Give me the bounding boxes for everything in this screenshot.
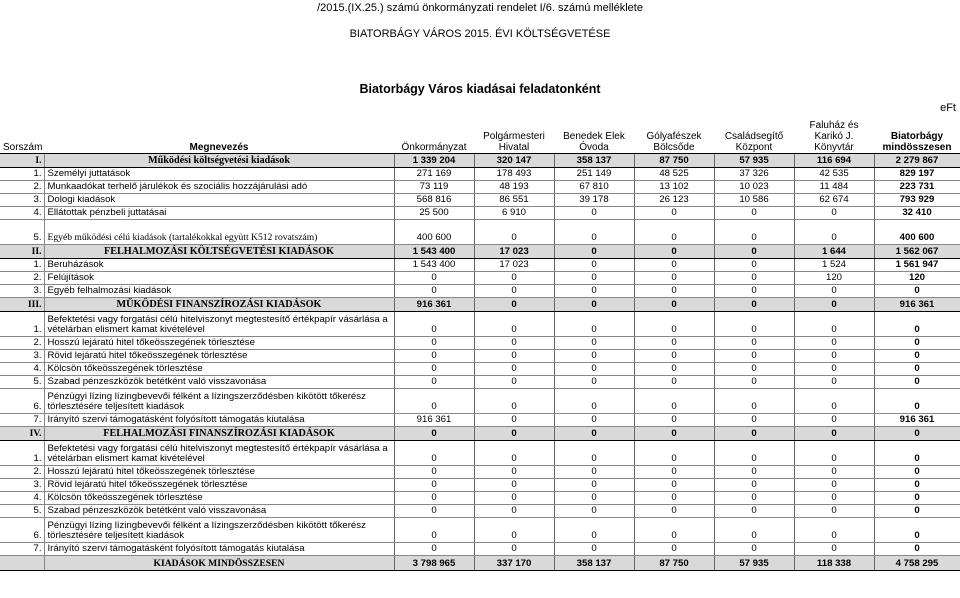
value-cell: 37 326	[714, 167, 794, 180]
value-cell: 0	[714, 219, 794, 244]
table-row	[0, 375, 960, 388]
value-cell: 3 798 965	[394, 555, 474, 570]
header-col-polgarmesteri-hivatal: Polgármesteri Hivatal	[474, 112, 554, 153]
value-cell: 0	[714, 375, 794, 388]
value-cell: 0	[634, 336, 714, 349]
value-cell: 0	[714, 491, 794, 504]
value-cell: 17 023	[474, 258, 554, 271]
value-cell: 0	[794, 336, 874, 349]
row-number: 3.	[0, 284, 44, 297]
value-cell: 10 586	[714, 193, 794, 206]
value-cell: 0	[874, 388, 960, 413]
budget-title: BIATORBÁGY VÁROS 2015. ÉVI KÖLTSÉGVETÉSE	[349, 28, 611, 40]
row-number: II.	[0, 244, 44, 258]
row-label: Pénzügyi lízing lízingbevevői félként a lízingszerződésben kikötött tőkerész törlesztésére teljesített kiadások	[44, 388, 394, 413]
value-cell: 1 561 947	[874, 258, 960, 271]
value-cell: 0	[554, 284, 634, 297]
row-label: Szabad pénzeszközök betétként való visszavonása	[44, 504, 394, 517]
row-number: 4.	[0, 362, 44, 375]
value-cell: 0	[714, 465, 794, 478]
value-cell: 73 119	[394, 180, 474, 193]
row-number: IV.	[0, 426, 44, 440]
row-number: 1.	[0, 258, 44, 271]
value-cell: 120	[874, 271, 960, 284]
value-cell: 0	[634, 426, 714, 440]
value-cell: 568 816	[394, 193, 474, 206]
value-cell: 0	[474, 388, 554, 413]
value-cell: 0	[714, 362, 794, 375]
value-cell: 1 644	[794, 244, 874, 258]
value-cell: 39 178	[554, 193, 634, 206]
header-col-faluhaz-konyvtar: Faluház és Karikó J. Könyvtár	[794, 112, 874, 153]
table-row	[0, 388, 960, 413]
table-row	[0, 517, 960, 542]
row-label: Hosszú lejáratú hitel tőkeösszegének törlesztése	[44, 465, 394, 478]
value-cell: 0	[554, 362, 634, 375]
row-label: Személyi juttatások	[44, 167, 394, 180]
value-cell: 0	[474, 517, 554, 542]
header-col-benedek-elek-ovoda: Benedek Elek Óvoda	[554, 112, 634, 153]
row-label: Dologi kiadások	[44, 193, 394, 206]
row-number: 2.	[0, 336, 44, 349]
value-cell: 916 361	[394, 297, 474, 311]
value-cell: 0	[474, 284, 554, 297]
value-cell: 0	[634, 284, 714, 297]
value-cell: 223 731	[874, 180, 960, 193]
row-label: MŰKÖDÉSI FINANSZÍROZÁSI KIADÁSOK	[44, 297, 394, 311]
value-cell: 0	[554, 258, 634, 271]
value-cell: 2 279 867	[874, 153, 960, 167]
table-row	[0, 258, 960, 271]
value-cell: 0	[554, 542, 634, 555]
value-cell: 0	[474, 362, 554, 375]
value-cell: 0	[554, 375, 634, 388]
value-cell: 0	[634, 206, 714, 219]
value-cell: 0	[714, 440, 794, 465]
value-cell: 0	[394, 284, 474, 297]
total-row	[0, 555, 960, 570]
row-label: Kölcsön tőkeösszegének törlesztése	[44, 491, 394, 504]
value-cell: 0	[794, 349, 874, 362]
value-cell: 0	[714, 311, 794, 336]
row-label: Beruházások	[44, 258, 394, 271]
value-cell: 0	[714, 388, 794, 413]
row-label: Egyéb működési célú kiadások (tartalékokkal együtt K512 rovatszám)	[44, 219, 394, 244]
value-cell: 0	[874, 311, 960, 336]
row-label: Irányító szervi támogatásként folyósított támogatás kiutalása	[44, 413, 394, 426]
table-row	[0, 349, 960, 362]
value-cell: 116 694	[794, 153, 874, 167]
value-cell: 916 361	[874, 413, 960, 426]
value-cell: 916 361	[394, 413, 474, 426]
value-cell: 358 137	[554, 555, 634, 570]
table-row	[0, 311, 960, 336]
value-cell: 251 149	[554, 167, 634, 180]
value-cell: 0	[634, 517, 714, 542]
value-cell: 0	[714, 504, 794, 517]
value-cell: 0	[794, 491, 874, 504]
unit-label: eFt	[940, 102, 956, 114]
value-cell: 793 929	[874, 193, 960, 206]
value-cell: 0	[634, 219, 714, 244]
value-cell: 0	[714, 349, 794, 362]
value-cell: 0	[794, 297, 874, 311]
value-cell: 400 600	[874, 219, 960, 244]
row-number	[0, 555, 44, 570]
header-col-onkormanyzat: Önkormányzat	[394, 112, 474, 153]
row-number: 7.	[0, 542, 44, 555]
table-row	[0, 478, 960, 491]
value-cell: 0	[874, 465, 960, 478]
value-cell: 0	[474, 271, 554, 284]
table-row	[0, 206, 960, 219]
value-cell: 0	[554, 244, 634, 258]
expenditure-table	[0, 112, 960, 571]
value-cell: 0	[394, 375, 474, 388]
value-cell: 0	[394, 388, 474, 413]
row-number: 1.	[0, 440, 44, 465]
value-cell: 0	[394, 336, 474, 349]
table-row	[0, 542, 960, 555]
section-row	[0, 297, 960, 311]
decree-reference: /2015.(IX.25.) számú önkormányzati rendelet I/6. számú melléklete	[317, 2, 643, 14]
value-cell: 87 750	[634, 555, 714, 570]
value-cell: 0	[474, 311, 554, 336]
table-row	[0, 180, 960, 193]
value-cell: 0	[394, 478, 474, 491]
value-cell: 0	[474, 336, 554, 349]
value-cell: 0	[394, 542, 474, 555]
value-cell: 0	[474, 478, 554, 491]
value-cell: 0	[794, 542, 874, 555]
value-cell: 0	[794, 388, 874, 413]
value-cell: 0	[554, 440, 634, 465]
value-cell: 0	[634, 491, 714, 504]
row-label: Hosszú lejáratú hitel tőkeösszegének törlesztése	[44, 336, 394, 349]
row-label: Rövid lejáratú hitel tőkeösszegének törlesztése	[44, 349, 394, 362]
value-cell: 0	[634, 349, 714, 362]
value-cell: 17 023	[474, 244, 554, 258]
value-cell: 0	[714, 517, 794, 542]
row-label: Szabad pénzeszközök betétként való visszavonása	[44, 375, 394, 388]
table-row	[0, 413, 960, 426]
row-number: 6.	[0, 517, 44, 542]
table-row	[0, 271, 960, 284]
value-cell: 400 600	[394, 219, 474, 244]
value-cell: 0	[874, 542, 960, 555]
value-cell: 0	[474, 542, 554, 555]
value-cell: 0	[714, 258, 794, 271]
value-cell: 0	[634, 311, 714, 336]
row-label: FELHALMOZÁSI KÖLTSÉGVETÉSI KIADÁSOK	[44, 244, 394, 258]
table-row	[0, 440, 960, 465]
value-cell: 0	[794, 284, 874, 297]
value-cell: 1 562 067	[874, 244, 960, 258]
value-cell: 178 493	[474, 167, 554, 180]
value-cell: 0	[794, 440, 874, 465]
value-cell: 0	[874, 375, 960, 388]
value-cell: 67 810	[554, 180, 634, 193]
value-cell: 0	[394, 504, 474, 517]
row-label: Egyéb felhalmozási kiadások	[44, 284, 394, 297]
value-cell: 0	[554, 271, 634, 284]
value-cell: 0	[794, 362, 874, 375]
value-cell: 118 338	[794, 555, 874, 570]
value-cell: 0	[634, 244, 714, 258]
value-cell: 0	[714, 426, 794, 440]
header-col-golyafeszek-bolcsode: Gólyafészek Bölcsőde	[634, 112, 714, 153]
row-number: 7.	[0, 413, 44, 426]
value-cell: 0	[874, 284, 960, 297]
value-cell: 0	[634, 542, 714, 555]
value-cell: 13 102	[634, 180, 714, 193]
value-cell: 0	[634, 362, 714, 375]
value-cell: 0	[634, 413, 714, 426]
row-number: 5.	[0, 219, 44, 244]
row-number: 3.	[0, 478, 44, 491]
value-cell: 0	[714, 244, 794, 258]
value-cell: 0	[474, 465, 554, 478]
value-cell: 1 339 204	[394, 153, 474, 167]
table-row	[0, 362, 960, 375]
row-label: Kölcsön tőkeösszegének törlesztése	[44, 362, 394, 375]
row-number: 2.	[0, 271, 44, 284]
value-cell: 271 169	[394, 167, 474, 180]
value-cell: 10 023	[714, 180, 794, 193]
value-cell: 86 551	[474, 193, 554, 206]
value-cell: 320 147	[474, 153, 554, 167]
value-cell: 0	[634, 297, 714, 311]
row-number: 1.	[0, 311, 44, 336]
value-cell: 57 935	[714, 555, 794, 570]
value-cell: 0	[794, 478, 874, 491]
table-row	[0, 491, 960, 504]
value-cell: 0	[474, 440, 554, 465]
value-cell: 0	[794, 504, 874, 517]
page-title: Biatorbágy Város kiadásai feladatonként	[359, 82, 601, 96]
row-number: 4.	[0, 206, 44, 219]
value-cell: 62 674	[794, 193, 874, 206]
value-cell: 0	[874, 517, 960, 542]
value-cell: 0	[474, 349, 554, 362]
value-cell: 0	[714, 206, 794, 219]
value-cell: 0	[634, 478, 714, 491]
value-cell: 11 484	[794, 180, 874, 193]
table-row	[0, 219, 960, 244]
header-sorszam: Sorszám	[0, 112, 44, 153]
value-cell: 26 123	[634, 193, 714, 206]
value-cell: 0	[714, 413, 794, 426]
value-cell: 0	[394, 465, 474, 478]
value-cell: 0	[714, 284, 794, 297]
row-number: 5.	[0, 504, 44, 517]
row-label: FELHALMOZÁSI FINANSZÍROZÁSI KIADÁSOK	[44, 426, 394, 440]
table-row	[0, 336, 960, 349]
value-cell: 0	[794, 465, 874, 478]
value-cell: 0	[394, 271, 474, 284]
row-number: 3.	[0, 349, 44, 362]
value-cell: 0	[714, 336, 794, 349]
value-cell: 120	[794, 271, 874, 284]
value-cell: 0	[474, 375, 554, 388]
value-cell: 829 197	[874, 167, 960, 180]
table-header	[0, 112, 960, 153]
row-label: Működési költségvetési kiadások	[44, 153, 394, 167]
value-cell: 0	[394, 349, 474, 362]
value-cell: 57 935	[714, 153, 794, 167]
table-row	[0, 504, 960, 517]
value-cell: 0	[474, 504, 554, 517]
value-cell: 0	[474, 491, 554, 504]
value-cell: 0	[474, 297, 554, 311]
row-label: Ellátottak pénzbeli juttatásai	[44, 206, 394, 219]
value-cell: 48 193	[474, 180, 554, 193]
row-number: 4.	[0, 491, 44, 504]
value-cell: 0	[634, 440, 714, 465]
value-cell: 0	[554, 311, 634, 336]
value-cell: 0	[714, 542, 794, 555]
value-cell: 0	[394, 362, 474, 375]
value-cell: 0	[874, 440, 960, 465]
value-cell: 0	[794, 219, 874, 244]
value-cell: 0	[794, 375, 874, 388]
row-number: III.	[0, 297, 44, 311]
value-cell: 87 750	[634, 153, 714, 167]
table-row	[0, 465, 960, 478]
value-cell: 0	[874, 426, 960, 440]
section-row	[0, 153, 960, 167]
value-cell: 0	[554, 478, 634, 491]
value-cell: 0	[874, 491, 960, 504]
value-cell: 0	[474, 426, 554, 440]
value-cell: 1 543 400	[394, 258, 474, 271]
header-megnevezes: Megnevezés	[44, 112, 394, 153]
row-label: KIADÁSOK MINDÖSSZESEN	[44, 555, 394, 570]
value-cell: 0	[874, 478, 960, 491]
value-cell: 0	[474, 413, 554, 426]
row-number: 3.	[0, 193, 44, 206]
value-cell: 0	[554, 491, 634, 504]
value-cell: 0	[794, 311, 874, 336]
value-cell: 25 500	[394, 206, 474, 219]
value-cell: 0	[714, 271, 794, 284]
header-col-csaladsegito-kozpont: Családsegítő Központ	[714, 112, 794, 153]
table-row	[0, 284, 960, 297]
row-label: Pénzügyi lízing lízingbevevői félként a lízingszerződésben kikötött tőkerész törlesztésére teljesített kiadások	[44, 517, 394, 542]
row-label: Befektetési vagy forgatási célú hitelviszonyt megtestesítő értékpapír vásárlása a vételárban elismert kamat kivételével	[44, 311, 394, 336]
value-cell: 0	[634, 504, 714, 517]
value-cell: 42 535	[794, 167, 874, 180]
value-cell: 0	[554, 413, 634, 426]
value-cell: 0	[474, 219, 554, 244]
value-cell: 916 361	[874, 297, 960, 311]
value-cell: 0	[554, 388, 634, 413]
value-cell: 0	[794, 206, 874, 219]
value-cell: 0	[554, 504, 634, 517]
value-cell: 0	[634, 258, 714, 271]
value-cell: 0	[714, 478, 794, 491]
section-row	[0, 244, 960, 258]
value-cell: 0	[554, 517, 634, 542]
row-number: 6.	[0, 388, 44, 413]
value-cell: 0	[554, 349, 634, 362]
value-cell: 4 758 295	[874, 555, 960, 570]
value-cell: 0	[554, 219, 634, 244]
value-cell: 0	[634, 465, 714, 478]
row-label: Felújítások	[44, 271, 394, 284]
value-cell: 48 525	[634, 167, 714, 180]
value-cell: 358 137	[554, 153, 634, 167]
section-row	[0, 426, 960, 440]
table-row	[0, 193, 960, 206]
row-number: I.	[0, 153, 44, 167]
value-cell: 0	[634, 375, 714, 388]
value-cell: 0	[874, 504, 960, 517]
value-cell: 337 170	[474, 555, 554, 570]
value-cell: 0	[394, 440, 474, 465]
value-cell: 1 524	[794, 258, 874, 271]
row-number: 5.	[0, 375, 44, 388]
row-number: 2.	[0, 180, 44, 193]
value-cell: 0	[554, 297, 634, 311]
value-cell: 6 910	[474, 206, 554, 219]
value-cell: 0	[554, 426, 634, 440]
row-label: Munkaadókat terhelő járulékok és szociális hozzájárulási adó	[44, 180, 394, 193]
value-cell: 0	[634, 388, 714, 413]
value-cell: 0	[714, 297, 794, 311]
table-row	[0, 167, 960, 180]
value-cell: 0	[394, 311, 474, 336]
value-cell: 0	[794, 426, 874, 440]
value-cell: 0	[634, 271, 714, 284]
value-cell: 0	[794, 517, 874, 542]
value-cell: 0	[394, 517, 474, 542]
row-number: 1.	[0, 167, 44, 180]
value-cell: 0	[554, 206, 634, 219]
value-cell: 32 410	[874, 206, 960, 219]
row-label: Irányító szervi támogatásként folyósított támogatás kiutalása	[44, 542, 394, 555]
value-cell: 0	[874, 336, 960, 349]
value-cell: 0	[874, 362, 960, 375]
row-number: 2.	[0, 465, 44, 478]
value-cell: 0	[874, 349, 960, 362]
row-label: Rövid lejáratú hitel tőkeösszegének törlesztése	[44, 478, 394, 491]
value-cell: 0	[394, 426, 474, 440]
value-cell: 0	[554, 336, 634, 349]
value-cell: 0	[554, 465, 634, 478]
value-cell: 0	[394, 491, 474, 504]
header-col-mindosszesen: Biatorbágy mindösszesen	[874, 112, 960, 153]
value-cell: 0	[794, 413, 874, 426]
row-label: Befektetési vagy forgatási célú hitelviszonyt megtestesítő értékpapír vásárlása a vételárban elismert kamat kivételével	[44, 440, 394, 465]
value-cell: 1 543 400	[394, 244, 474, 258]
